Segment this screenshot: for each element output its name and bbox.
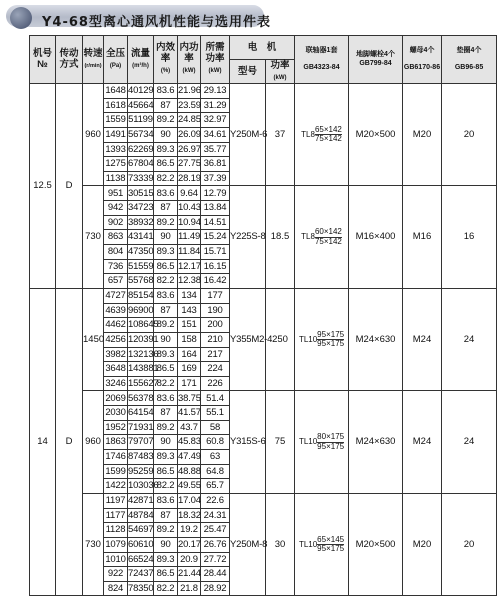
int-eff-cell: 82.2 — [154, 581, 178, 596]
flow-cell: 56378 — [128, 391, 154, 406]
flow-cell: 85154 — [128, 288, 154, 303]
int-power-cell: 17.04 — [178, 493, 201, 508]
req-power-cell: 226 — [201, 376, 230, 391]
int-eff-cell: 83.6 — [154, 391, 178, 406]
pressure-cell: 3246 — [104, 376, 128, 391]
int-power-cell: 12.38 — [178, 274, 201, 289]
int-power-cell: 21.44 — [178, 567, 201, 582]
flow-cell: 132136 — [128, 347, 154, 362]
pressure-cell: 736 — [104, 259, 128, 274]
table-row — [30, 391, 497, 406]
req-power-cell: 24.31 — [201, 508, 230, 523]
int-eff-cell: 89.2 — [154, 523, 178, 538]
int-eff-cell: 87 — [154, 98, 178, 113]
int-eff-cell: 89.2 — [154, 113, 178, 128]
pressure-cell: 1197 — [104, 493, 128, 508]
req-power-cell: 22.6 — [201, 493, 230, 508]
coupler-top: 65×145 — [317, 534, 345, 544]
int-power-cell: 134 — [178, 288, 201, 303]
int-eff-cell: 89.3 — [154, 142, 178, 157]
int-eff-cell: 90 — [154, 435, 178, 450]
int-power-cell: 10.43 — [178, 201, 201, 216]
flow-cell: 62269 — [128, 142, 154, 157]
col-motor-power — [266, 60, 295, 84]
col-drive: 传动方式 — [56, 36, 83, 84]
table-row — [30, 493, 497, 508]
flow-cell: 120391 — [128, 332, 154, 347]
req-power-cell: 26.76 — [201, 537, 230, 552]
flow-cell: 103036 — [128, 479, 154, 494]
int-power-cell: 43.7 — [178, 420, 201, 435]
pressure-cell: 1863 — [104, 435, 128, 450]
flow-cell: 143881 — [128, 362, 154, 377]
flow-cell: 155627 — [128, 376, 154, 391]
req-power-cell: 15.24 — [201, 230, 230, 245]
motor-model-cell: Y250M-6 — [230, 84, 266, 186]
int-eff-cell: 86.5 — [154, 362, 178, 377]
req-power-cell: 51.4 — [201, 391, 230, 406]
pressure-cell: 4727 — [104, 288, 128, 303]
motor-model-cell: Y315S-6 — [230, 391, 266, 493]
pressure-cell: 1648 — [104, 84, 128, 99]
flow-cell: 87483 — [128, 450, 154, 465]
flow-cell: 34723 — [128, 201, 154, 216]
flow-cell: 42871 — [128, 493, 154, 508]
int-eff-cell: 82.2 — [154, 171, 178, 186]
washer-std: GB96-85 — [454, 63, 484, 71]
req-power-cell: 13.84 — [201, 201, 230, 216]
int-power-cell: 151 — [178, 318, 201, 333]
int-eff-cell: 89.3 — [154, 347, 178, 362]
col-coupler — [295, 36, 349, 84]
coupler-top: 65×142 — [314, 124, 342, 134]
int-power-cell: 26.09 — [178, 127, 201, 142]
int-eff-cell: 86.5 — [154, 157, 178, 172]
int-power-cell: 171 — [178, 376, 201, 391]
coupler-top: 60×142 — [314, 227, 342, 237]
req-power-cell: 190 — [201, 303, 230, 318]
int-eff-cell: 86.5 — [154, 259, 178, 274]
nut-cell: M24 — [403, 391, 442, 493]
pressure-cell: 902 — [104, 215, 128, 230]
req-power-cell: 32.97 — [201, 113, 230, 128]
coupler-fraction — [317, 536, 344, 554]
nut-label: 螺母4个 — [409, 47, 435, 55]
pressure-cell: 1177 — [104, 508, 128, 523]
flow-cell: 72437 — [128, 567, 154, 582]
nut-std: GB6170-86 — [403, 63, 441, 71]
machine-no-sub: № — [37, 58, 48, 70]
motor-model-cell: Y355M2-4 — [230, 288, 266, 390]
int-power-cell: 38.75 — [178, 391, 201, 406]
int-power-cell: 20.9 — [178, 552, 201, 567]
int-eff-cell: 87 — [154, 406, 178, 421]
int-power-cell: 11.84 — [178, 245, 201, 260]
washer-label: 垫圈4个 — [456, 47, 482, 55]
int-eff-cell: 89.2 — [154, 318, 178, 333]
flow-cell: 48784 — [128, 508, 154, 523]
pressure-cell: 1952 — [104, 420, 128, 435]
pressure-cell: 922 — [104, 567, 128, 582]
int-power-cell: 143 — [178, 303, 201, 318]
col-nut — [403, 36, 442, 84]
int-eff-cell: 90 — [154, 537, 178, 552]
pressure-unit: (Pa) — [109, 62, 122, 69]
flow-cell: 51559 — [128, 259, 154, 274]
flow-cell: 78350 — [128, 581, 154, 596]
coupler-fraction — [315, 126, 342, 144]
flow-cell: 71931 — [128, 420, 154, 435]
int-eff-cell: 83.6 — [154, 186, 178, 201]
coupler-fraction — [315, 228, 342, 246]
pressure-cell: 804 — [104, 245, 128, 260]
int-eff-cell: 89.3 — [154, 245, 178, 260]
pressure-cell: 657 — [104, 274, 128, 289]
req-power-cell: 60.8 — [201, 435, 230, 450]
speed-unit: (r/min) — [84, 62, 102, 69]
int-eff-cell: 90 — [154, 230, 178, 245]
machine-no-cell: 14 — [30, 288, 56, 595]
pressure-cell: 1422 — [104, 479, 128, 494]
coupler-prefix: TL8 — [301, 232, 315, 242]
speed-cell: 960 — [83, 391, 104, 493]
req-power-cell: 210 — [201, 332, 230, 347]
flow-cell: 43141 — [128, 230, 154, 245]
req-power-cell: 58 — [201, 420, 230, 435]
coupler-top: 80×175 — [317, 432, 345, 442]
int-eff-cell: 87 — [154, 303, 178, 318]
col-anchor — [349, 36, 403, 84]
washer-cell: 20 — [442, 493, 497, 595]
flow-cell: 30515 — [128, 186, 154, 201]
speed-cell: 960 — [83, 84, 104, 186]
int-power-unit: (kW) — [182, 67, 196, 74]
pressure-cell: 3648 — [104, 362, 128, 377]
int-power-cell: 23.59 — [178, 98, 201, 113]
flow-cell: 60610 — [128, 537, 154, 552]
int-power-cell: 11.49 — [178, 230, 201, 245]
flow-cell: 45664 — [128, 98, 154, 113]
flow-cell: 96900 — [128, 303, 154, 318]
req-power-cell: 25.47 — [201, 523, 230, 538]
motor-model-cell: Y250M-8 — [230, 493, 266, 595]
int-eff-cell: 86.5 — [154, 567, 178, 582]
req-power-cell: 63 — [201, 450, 230, 465]
nut-cell: M24 — [403, 288, 442, 390]
drive-cell: D — [56, 288, 83, 595]
flow-cell: 54697 — [128, 523, 154, 538]
motor-power-unit: (kW) — [273, 74, 287, 81]
pressure-cell: 1491 — [104, 127, 128, 142]
coupler-label: 联轴器1套 — [305, 47, 338, 55]
int-eff-cell: 83.6 — [154, 493, 178, 508]
washer-cell: 16 — [442, 186, 497, 288]
col-pressure — [104, 36, 128, 84]
req-power-label: 所需功率 — [205, 42, 225, 65]
int-power-cell: 21.8 — [178, 581, 201, 596]
req-power-cell: 15.71 — [201, 245, 230, 260]
coupler-bottom: 75×142 — [314, 236, 342, 246]
int-power-label: 内功率 — [179, 42, 199, 65]
int-power-cell: 28.19 — [178, 171, 201, 186]
machine-no-cell: 12.5 — [30, 84, 56, 289]
nut-cell: M20 — [403, 493, 442, 595]
req-power-cell: 12.79 — [201, 186, 230, 201]
req-power-cell: 16.15 — [201, 259, 230, 274]
int-eff-cell: 86.5 — [154, 464, 178, 479]
drive-cell: D — [56, 84, 83, 289]
anchor-cell: M20×500 — [349, 84, 403, 186]
int-power-cell: 26.97 — [178, 142, 201, 157]
req-power-cell: 217 — [201, 347, 230, 362]
speed-cell: 1450 — [83, 288, 104, 390]
int-eff-cell: 82.2 — [154, 479, 178, 494]
req-power-cell: 200 — [201, 318, 230, 333]
int-eff-cell: 90 — [154, 332, 178, 347]
coupler-bottom: 75×142 — [314, 134, 342, 144]
int-eff-cell: 83.6 — [154, 84, 178, 99]
int-power-cell: 19.2 — [178, 523, 201, 538]
pressure-cell: 1079 — [104, 537, 128, 552]
anchor-label: 地脚螺栓4个 — [356, 51, 395, 59]
coupler-prefix: TL10 — [298, 437, 318, 447]
motor-power-cell: 18.5 — [266, 186, 295, 288]
int-power-cell: 47.49 — [178, 450, 201, 465]
anchor-cell: M24×630 — [349, 288, 403, 390]
coupler-cell — [295, 84, 349, 186]
pressure-cell: 2030 — [104, 406, 128, 421]
title-banner — [6, 5, 271, 30]
coupler-cell — [295, 288, 349, 390]
motor-model-cell: Y225S-8 — [230, 186, 266, 288]
int-power-cell: 41.57 — [178, 406, 201, 421]
int-eff-cell: 90 — [154, 127, 178, 142]
table-row — [30, 288, 497, 303]
int-eff-cell: 89.2 — [154, 215, 178, 230]
pressure-cell: 4639 — [104, 303, 128, 318]
col-flow — [128, 36, 154, 84]
coupler-prefix: TL10 — [298, 539, 318, 549]
pressure-cell: 942 — [104, 201, 128, 216]
int-power-cell: 21.96 — [178, 84, 201, 99]
pressure-cell: 4462 — [104, 318, 128, 333]
req-power-cell: 65.7 — [201, 479, 230, 494]
req-power-cell: 14.51 — [201, 215, 230, 230]
pressure-cell: 1275 — [104, 157, 128, 172]
int-eff-cell: 87 — [154, 508, 178, 523]
coupler-bottom: 95×175 — [317, 544, 345, 554]
col-motor-model: 型号 — [230, 60, 266, 84]
pressure-cell: 4256 — [104, 332, 128, 347]
int-power-cell: 169 — [178, 362, 201, 377]
int-power-cell: 10.94 — [178, 215, 201, 230]
coupler-std: GB4323-84 — [303, 63, 340, 71]
motor-power-cell: 30 — [266, 493, 295, 595]
int-power-cell: 27.75 — [178, 157, 201, 172]
flow-cell: 66524 — [128, 552, 154, 567]
col-speed — [83, 36, 104, 84]
req-power-cell: 28.44 — [201, 567, 230, 582]
coupler-bottom: 95×175 — [317, 339, 345, 349]
motor-power-cell: 75 — [266, 391, 295, 493]
col-req-power — [201, 36, 230, 84]
req-power-cell: 16.42 — [201, 274, 230, 289]
speed-cell: 730 — [83, 186, 104, 288]
col-washer — [442, 36, 497, 84]
req-power-unit: (kW) — [208, 67, 222, 74]
washer-cell: 24 — [442, 391, 497, 493]
int-power-cell: 158 — [178, 332, 201, 347]
int-power-cell: 48.88 — [178, 464, 201, 479]
int-eff-cell: 82.2 — [154, 274, 178, 289]
pressure-cell: 1746 — [104, 450, 128, 465]
speed-label: 转速 — [83, 47, 103, 59]
coupler-cell — [295, 391, 349, 493]
pressure-cell: 1559 — [104, 113, 128, 128]
flow-cell: 108645 — [128, 318, 154, 333]
int-eff-label: 内效率 — [155, 42, 175, 65]
machine-no-label: 机号 — [32, 47, 52, 59]
flow-cell: 79707 — [128, 435, 154, 450]
coupler-prefix: TL8 — [301, 129, 315, 139]
title-bullet-icon — [10, 7, 32, 29]
col-int-power — [178, 36, 201, 84]
int-eff-cell: 89.3 — [154, 450, 178, 465]
int-power-cell: 12.17 — [178, 259, 201, 274]
req-power-cell: 35.77 — [201, 142, 230, 157]
title-bar — [0, 0, 500, 34]
flow-unit: (m³/h) — [132, 62, 149, 69]
int-power-cell: 164 — [178, 347, 201, 362]
req-power-cell: 31.29 — [201, 98, 230, 113]
int-eff-cell: 89.3 — [154, 552, 178, 567]
int-eff-cell: 87 — [154, 201, 178, 216]
table-row — [30, 186, 497, 201]
flow-cell: 55768 — [128, 274, 154, 289]
nut-cell: M20 — [403, 84, 442, 186]
motor-power-cell: 250 — [266, 288, 295, 390]
pressure-label: 全压 — [105, 47, 125, 59]
flow-cell: 56734 — [128, 127, 154, 142]
int-power-cell: 18.32 — [178, 508, 201, 523]
coupler-prefix: TL10 — [298, 334, 318, 344]
flow-cell: 73339 — [128, 171, 154, 186]
anchor-cell: M24×630 — [349, 391, 403, 493]
spec-table — [29, 35, 497, 596]
motor-power-label: 功率 — [270, 59, 290, 71]
pressure-cell: 1599 — [104, 464, 128, 479]
pressure-cell: 3982 — [104, 347, 128, 362]
req-power-cell: 29.13 — [201, 84, 230, 99]
pressure-cell: 1128 — [104, 523, 128, 538]
int-eff-unit: (%) — [160, 67, 171, 74]
coupler-fraction — [317, 433, 344, 451]
req-power-cell: 55.1 — [201, 406, 230, 421]
flow-cell: 47350 — [128, 245, 154, 260]
int-power-cell: 45.83 — [178, 435, 201, 450]
int-eff-cell: 82.2 — [154, 376, 178, 391]
int-power-cell: 49.55 — [178, 479, 201, 494]
req-power-cell: 37.39 — [201, 171, 230, 186]
int-power-cell: 9.64 — [178, 186, 201, 201]
int-power-cell: 24.85 — [178, 113, 201, 128]
coupler-top: 95×175 — [317, 329, 345, 339]
req-power-cell: 27.72 — [201, 552, 230, 567]
anchor-cell: M20×500 — [349, 493, 403, 595]
pressure-cell: 951 — [104, 186, 128, 201]
pressure-cell: 1138 — [104, 171, 128, 186]
header-row-1 — [30, 36, 497, 60]
coupler-cell — [295, 493, 349, 595]
pressure-cell: 2069 — [104, 391, 128, 406]
col-motor: 电 机 — [230, 36, 295, 60]
pressure-cell: 1010 — [104, 552, 128, 567]
coupler-fraction — [317, 331, 344, 349]
col-int-eff — [154, 36, 178, 84]
flow-label: 流量 — [130, 47, 150, 59]
int-eff-cell: 89.2 — [154, 420, 178, 435]
req-power-cell: 34.61 — [201, 127, 230, 142]
coupler-bottom: 95×175 — [317, 441, 345, 451]
page-title: Y4-68型离心通风机性能与选用件表 — [42, 15, 271, 30]
nut-cell: M16 — [403, 186, 442, 288]
anchor-cell: M16×400 — [349, 186, 403, 288]
req-power-cell: 224 — [201, 362, 230, 377]
req-power-cell: 36.81 — [201, 157, 230, 172]
flow-cell: 64154 — [128, 406, 154, 421]
req-power-cell: 28.92 — [201, 581, 230, 596]
pressure-cell: 1393 — [104, 142, 128, 157]
req-power-cell: 177 — [201, 288, 230, 303]
flow-cell: 38932 — [128, 215, 154, 230]
flow-cell: 67804 — [128, 157, 154, 172]
pressure-cell: 863 — [104, 230, 128, 245]
int-power-cell: 20.17 — [178, 537, 201, 552]
coupler-cell — [295, 186, 349, 288]
col-machine-no — [30, 36, 56, 84]
washer-cell: 20 — [442, 84, 497, 186]
flow-cell: 51199 — [128, 113, 154, 128]
int-eff-cell: 83.6 — [154, 288, 178, 303]
flow-cell: 95259 — [128, 464, 154, 479]
speed-cell: 730 — [83, 493, 104, 595]
pressure-cell: 1618 — [104, 98, 128, 113]
spec-table-body — [30, 36, 497, 596]
pressure-cell: 824 — [104, 581, 128, 596]
table-row — [30, 84, 497, 99]
motor-power-cell: 37 — [266, 84, 295, 186]
flow-cell: 40129 — [128, 84, 154, 99]
req-power-cell: 64.8 — [201, 464, 230, 479]
washer-cell: 24 — [442, 288, 497, 390]
anchor-std: GB799-84 — [359, 59, 392, 67]
